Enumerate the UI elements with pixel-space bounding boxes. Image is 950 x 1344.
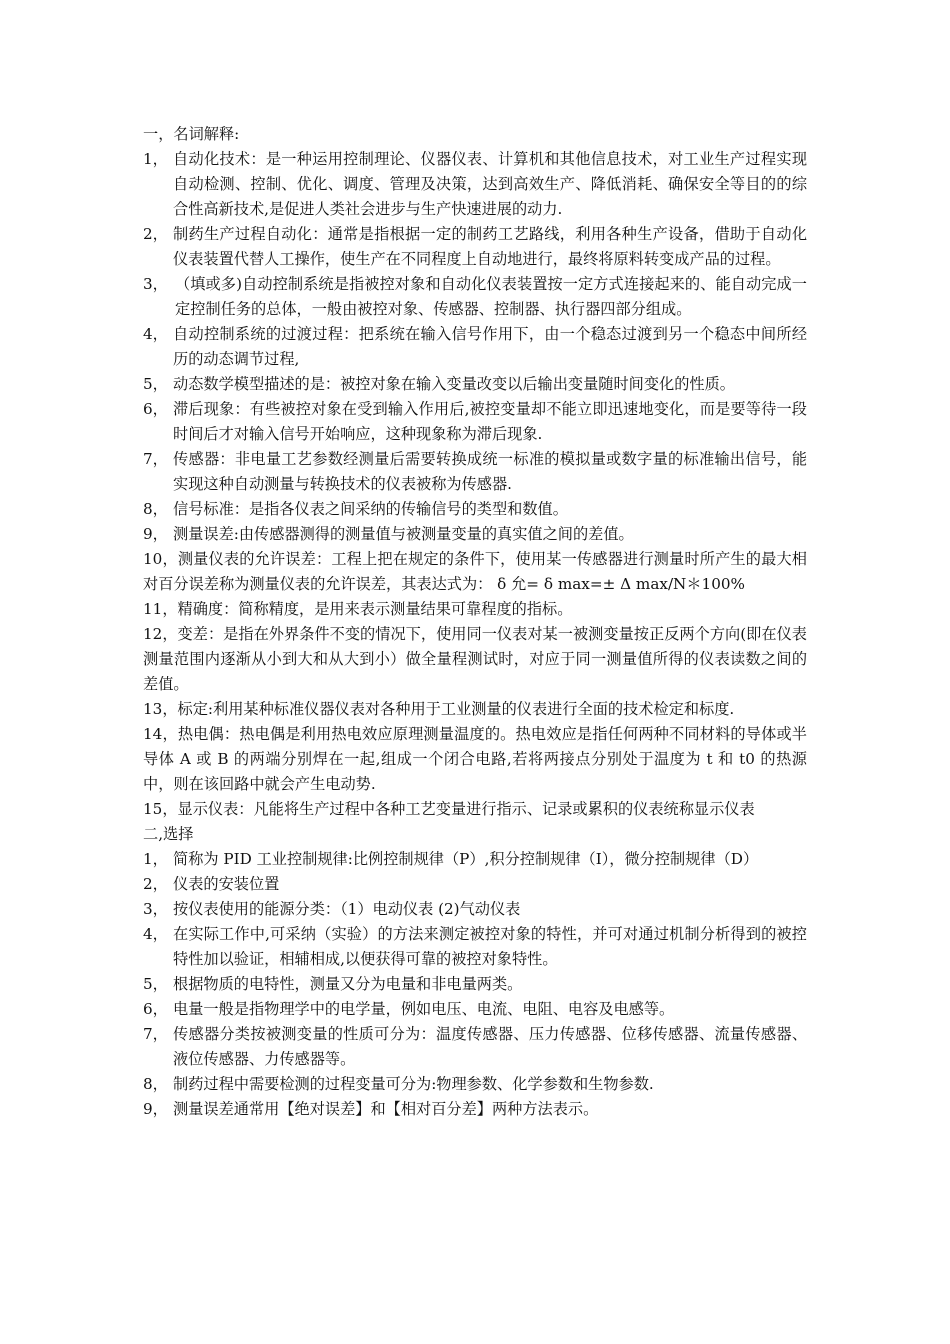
definition-item [143, 147, 807, 222]
definition-item: 12，变差：是指在外界条件不变的情况下，使用同一仪表对某一被测变量按正反两个方向(即在仪表测量范围内逐渐从小到大和从大到小）做全量程测试时，对应于同一测量值所得的仪表读数之间的差值。 [143, 625, 807, 693]
definition-item: 13，标定:利用某种标准仪器仪表对各种用于工业测量的仪表进行全面的技术检定和标度. [143, 700, 735, 718]
definition-item: 14，热电偶：热电偶是利用热电效应原理测量温度的。热电效应是指任何两种不同材料的导体或半导体 A 或 B 的两端分别焊在一起,组成一个闭合电路,若将两接点分别处于温度为 t 和 t0 的热源中，则在该回路中就会产生电动势. [143, 725, 807, 793]
choice-item [143, 897, 807, 922]
definition-item [143, 447, 807, 497]
choice-item [143, 972, 807, 997]
definition-item [143, 522, 807, 547]
item-text: 自动化技术：是一种运用控制理论、仪器仪表、计算机和其他信息技术，对工业生产过程实现自动检测、控制、优化、调度、管理及决策，达到高效生产、降低消耗、确保安全等目的的综合性高新技术,是促进人类社会进步与生产快速进展的动力. [173, 150, 807, 218]
item-number: 3， [143, 275, 168, 293]
choice-item [143, 997, 807, 1022]
section-heading-choice: 二,选择 [143, 825, 194, 843]
item-text: 制药过程中需要检测的过程变量可分为:物理参数、化学参数和生物参数. [173, 1075, 654, 1093]
item-number: 8， [143, 500, 168, 518]
choice-item [143, 847, 807, 872]
choice-item [143, 872, 807, 897]
definition-item [143, 222, 807, 272]
item-text: 传感器：非电量工艺参数经测量后需要转换成统一标准的模拟量或数字量的标准输出信号，能实现这种自动测量与转换技术的仪表被称为传感器. [173, 450, 807, 493]
item-number: 5， [143, 375, 168, 393]
item-text: 制药生产过程自动化：通常是指根据一定的制药工艺路线，利用各种生产设备，借助于自动化仪表装置代替人工操作，使生产在不同程度上自动地进行，最终将原料转变成产品的过程。 [173, 225, 807, 268]
item-text: 根据物质的电特性，测量又分为电量和非电量两类。 [173, 975, 523, 993]
item-text: 简称为 PID 工业控制规律:比例控制规律（P）,积分控制规律（I），微分控制规律（D） [173, 850, 759, 868]
definition-item: 11，精确度：简称精度，是用来表示测量结果可靠程度的指标。 [143, 600, 573, 618]
definition-item [143, 322, 807, 372]
definition-item [143, 397, 807, 447]
choice-item [143, 1097, 807, 1122]
item-text: （填或多)自动控制系统是指被控对象和自动化仪表装置按一定方式连接起来的、能自动完成一定控制任务的总体，一般由被控对象、传感器、控制器、执行器四部分组成。 [175, 275, 807, 318]
section-heading-definitions: 一，名词解释: [143, 125, 240, 143]
item-number: 4， [143, 925, 168, 943]
document-body [143, 122, 807, 1122]
item-number: 6， [143, 400, 168, 418]
item-text: 仪表的安装位置 [173, 875, 280, 893]
item-number: 7， [143, 1025, 168, 1043]
definition-item: 15，显示仪表：凡能将生产过程中各种工艺变量进行指示、记录或累积的仪表统称显示仪表 [143, 800, 755, 818]
item-number: 2， [143, 225, 168, 243]
definition-item [143, 372, 807, 397]
item-number: 7， [143, 450, 168, 468]
choice-item [143, 1022, 807, 1072]
item-number: 2， [143, 875, 168, 893]
item-number: 8， [143, 1075, 168, 1093]
item-text: 测量误差:由传感器测得的测量值与被测量变量的真实值之间的差值。 [173, 525, 634, 543]
item-number: 5， [143, 975, 168, 993]
definition-item [143, 497, 807, 522]
item-text: 信号标准：是指各仪表之间采纳的传输信号的类型和数值。 [173, 500, 568, 518]
definition-item [143, 272, 807, 322]
item-number: 1， [143, 850, 168, 868]
item-text: 滞后现象：有些被控对象在受到输入作用后,被控变量却不能立即迅速地变化，而是要等待一段时间后才对输入信号开始响应，这种现象称为滞后现象. [173, 400, 807, 443]
item-text: 按仪表使用的能源分类：（1）电动仪表 (2)气动仪表 [173, 900, 521, 918]
item-text: 自动控制系统的过渡过程：把系统在输入信号作用下，由一个稳态过渡到另一个稳态中间所经历的动态调节过程, [173, 325, 807, 368]
definition-item: 10，测量仪表的允许误差：工程上把在规定的条件下，使用某一传感器进行测量时所产生的最大相对百分误差称为测量仪表的允许误差，其表达式为： δ 允= δ max=± Δ max/N＊100% [143, 550, 807, 593]
choice-item [143, 922, 807, 972]
item-number: 9， [143, 525, 168, 543]
choice-item [143, 1072, 807, 1097]
item-number: 4， [143, 325, 168, 343]
item-number: 6， [143, 1000, 168, 1018]
item-text: 动态数学模型描述的是：被控对象在输入变量改变以后输出变量随时间变化的性质。 [173, 375, 735, 393]
item-text: 传感器分类按被测变量的性质可分为：温度传感器、压力传感器、位移传感器、流量传感器、液位传感器、力传感器等。 [173, 1025, 807, 1068]
item-number: 9， [143, 1100, 168, 1118]
item-number: 3， [143, 900, 168, 918]
item-text: 在实际工作中,可采纳（实验）的方法来测定被控对象的特性，并可对通过机制分析得到的被控特性加以验证，相辅相成,以便获得可靠的被控对象特性。 [173, 925, 807, 968]
item-text: 测量误差通常用【绝对误差】和【相对百分差】两种方法表示。 [173, 1100, 599, 1118]
item-text: 电量一般是指物理学中的电学量，例如电压、电流、电阻、电容及电感等。 [173, 1000, 675, 1018]
item-number: 1， [143, 150, 168, 168]
